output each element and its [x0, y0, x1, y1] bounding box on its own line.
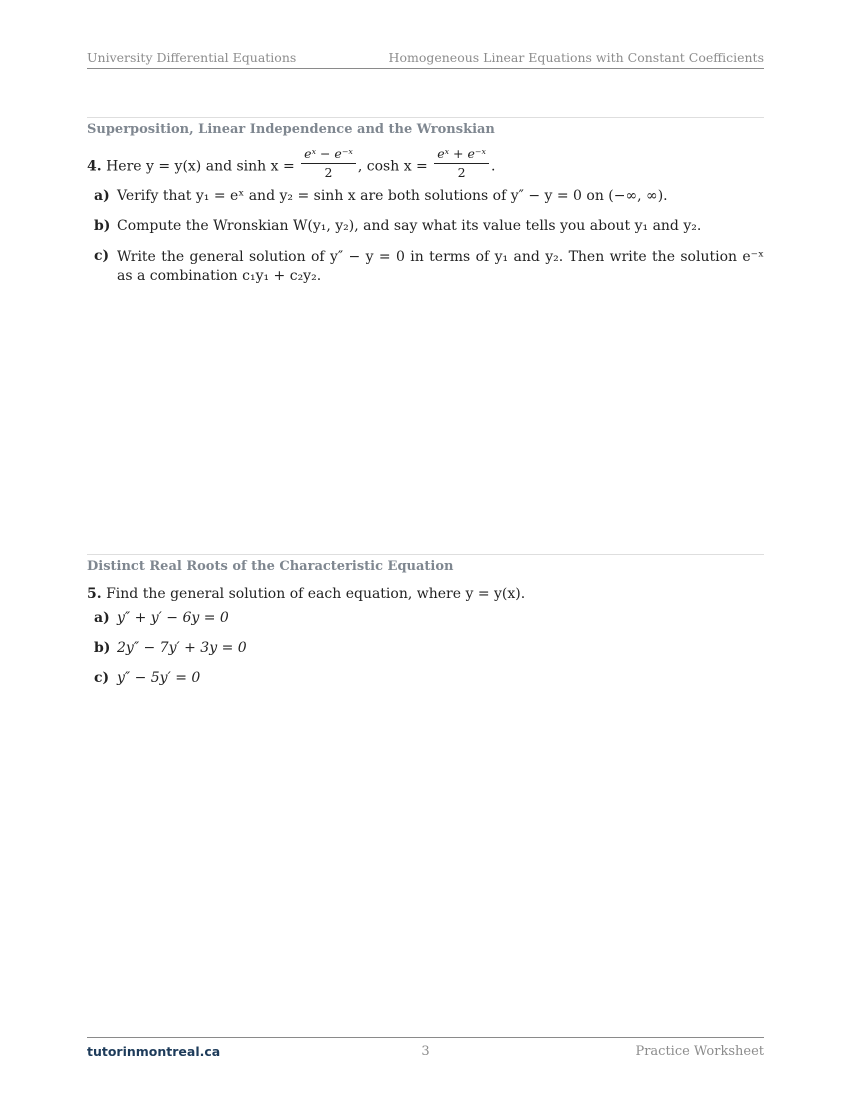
- section-title: Distinct Real Roots of the Characteristic Equation: [87, 559, 454, 574]
- cosh-fraction: [434, 147, 489, 180]
- sinh-fraction: [301, 147, 356, 180]
- part-text: Compute the Wronskian W(y₁, y₂), and say what its value tells you about y₁ and y₂.: [117, 218, 702, 234]
- section-title: Superposition, Linear Independence and the Wronskian: [87, 122, 495, 137]
- fraction-denominator: 2: [457, 165, 466, 180]
- part-label: b): [94, 218, 111, 234]
- fraction-numerator: eˣ − e⁻ˣ: [301, 147, 356, 164]
- part-equation: 2y″ − 7y′ + 3y = 0: [117, 640, 247, 656]
- part-label: a): [94, 610, 110, 626]
- footer-doc-type: Practice Worksheet: [635, 1044, 764, 1059]
- page-footer: [87, 1037, 764, 1058]
- question-5-intro: [87, 586, 525, 602]
- question-text: Find the general solution of each equation, where y = y(x).: [106, 586, 526, 602]
- part-label: a): [94, 188, 110, 204]
- part-text: Verify that y₁ = eˣ and y₂ = sinh x are both solutions of y″ − y = 0 on (−∞, ∞).: [117, 188, 668, 204]
- part-equation: y″ − 5y′ = 0: [117, 670, 201, 686]
- part-label: c): [94, 670, 110, 686]
- question-number: 5.: [87, 586, 102, 602]
- part-equation: y″ + y′ − 6y = 0: [117, 610, 229, 626]
- question-number: 4.: [87, 158, 102, 175]
- section-divider: [87, 554, 764, 555]
- question-4-intro: [87, 146, 496, 183]
- question-intro-text: Here y = y(x) and sinh x =: [106, 158, 295, 175]
- part-text: Write the general solution of y″ − y = 0 in terms of y₁ and y₂. Then write the solution e⁻ˣ as a combination c₁y₁ + c₂y₂.: [117, 249, 764, 284]
- section-divider: [87, 117, 764, 118]
- part-label: c): [94, 248, 110, 264]
- fraction-denominator: 2: [324, 165, 333, 180]
- part-label: b): [94, 640, 111, 656]
- cosh-label: , cosh x =: [357, 158, 428, 175]
- sentence-period: .: [490, 158, 496, 175]
- footer-website-link[interactable]: tutorinmontreal.ca: [87, 1044, 221, 1059]
- page-header: [87, 50, 764, 69]
- header-topic-title: Homogeneous Linear Equations with Constant Coefficients: [388, 50, 764, 65]
- page-number: 3: [421, 1044, 430, 1059]
- fraction-numerator: eˣ + e⁻ˣ: [434, 147, 489, 164]
- header-course-title: University Differential Equations: [87, 50, 297, 65]
